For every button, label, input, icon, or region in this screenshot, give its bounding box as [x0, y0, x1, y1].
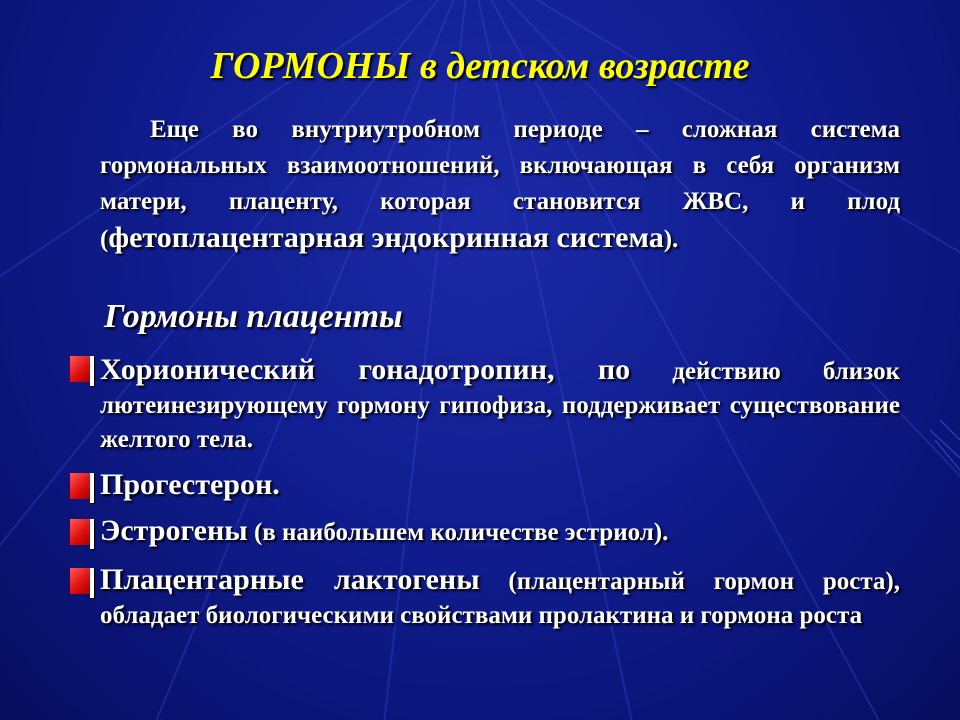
- item-rest: действию близок лютеинезирующему гормону гипофиза, поддерживает существование желтого тела.: [100, 358, 900, 453]
- intro-tail: ).: [663, 226, 679, 253]
- intro-paragraph: [100, 112, 900, 258]
- bullet-icon: [70, 519, 94, 549]
- item-rest: (в наибольшем количестве эстриол).: [247, 519, 669, 546]
- bullet-icon: [70, 568, 94, 598]
- intro-lead: Еще во внутриутробном периоде – сложная система гормональных взаимоотношений, включающая в себя организм матери, плаценту, которая становится ЖВС, и плод (: [100, 116, 900, 253]
- list-item: [100, 353, 900, 457]
- subheading: Гормоны плаценты: [104, 298, 403, 335]
- bullet-icon: [70, 356, 94, 386]
- item-lead: Хорионический гонадотропин, по: [100, 353, 631, 386]
- item-rest: (плацентарный гормон роста), обладает биологическими свойствами пролактина и гормона роста: [100, 568, 901, 629]
- slide-title: ГОРМОНЫ в детском возрасте: [210, 45, 750, 87]
- item-lead: Плацентарные лактогены: [100, 563, 480, 596]
- list-item: [100, 563, 900, 633]
- list-item: [100, 514, 900, 550]
- intro-emphasis: фетоплацентарная эндокринная система: [108, 221, 664, 254]
- list-item: [100, 468, 900, 504]
- item-lead: Прогестерон.: [100, 468, 280, 501]
- item-lead: Эстрогены: [100, 514, 248, 547]
- bullet-icon: [70, 473, 94, 503]
